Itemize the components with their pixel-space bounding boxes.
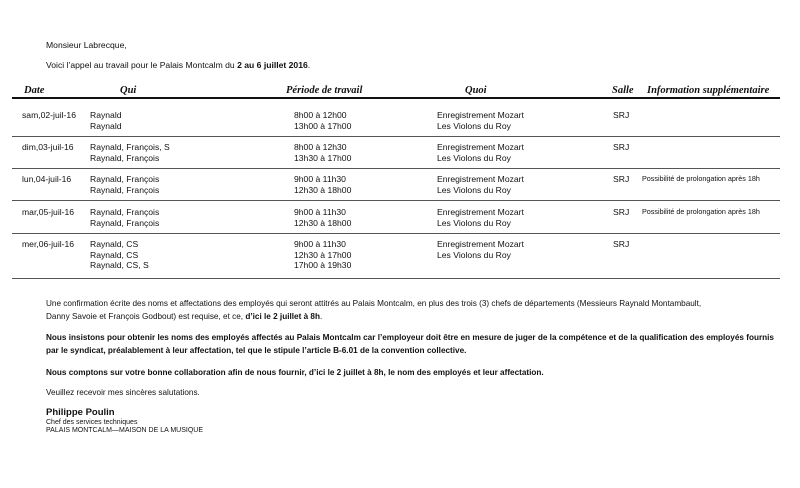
row-salle: SRJ (613, 110, 630, 120)
signature-organization: PALAIS MONTCALM—MAISON DE LA MUSIQUE (46, 427, 204, 434)
salutations: Veuillez recevoir mes sincères salutations. (46, 388, 200, 397)
row-date: mar,05-juil-16 (22, 207, 75, 217)
signature-name: Philippe Poulin (46, 407, 115, 418)
row-date: lun,04-juil-16 (22, 174, 72, 184)
row-quoi: Enregistrement Mozart Les Violons du Roy (437, 207, 524, 228)
row-date: mer,06-juil-16 (22, 239, 75, 249)
row-date: sam,02-juil-16 (22, 110, 76, 120)
header-periode: Période de travail (286, 85, 363, 96)
row-qui: Raynald, François Raynald, François (90, 174, 160, 195)
letter-intro: Voici l’appel au travail pour le Palais Montcalm du 2 au 6 juillet 2016. (46, 60, 311, 70)
row-qui: Raynald, CS Raynald, CS Raynald, CS, S (90, 239, 149, 271)
row-salle: SRJ (613, 207, 630, 217)
row-periode: 9h00 à 11h30 12h30 à 18h00 (294, 174, 352, 195)
header-salle: Salle (612, 85, 634, 96)
header-info: Information supplémentaire (647, 85, 770, 96)
row-periode: 9h00 à 11h30 12h30 à 17h00 17h00 à 19h30 (294, 239, 352, 271)
table-row (12, 100, 780, 137)
confirmation-deadline: d’ici le 2 juillet à 8h (245, 312, 320, 321)
intro-dates: 2 au 6 juillet 2016 (237, 60, 308, 70)
comptons-paragraph: Nous comptons sur votre bonne collaboration afin de nous fournir, d’ici le 2 juillet à 8h, le nom des employés et leur affectation. (46, 368, 544, 377)
row-quoi: Enregistrement Mozart Les Violons du Roy (437, 142, 524, 163)
confirmation-paragraph: Une confirmation écrite des noms et affectations des employés qui seront attitrés au Palais Montcalm, en plus des trois (3) chefs de départements (Messieurs Raynald Montambault, Danny Savoie et François Godbout) est requise, et ce, d’ici le 2 juillet à 8h. (46, 299, 702, 321)
row-salle: SRJ (613, 239, 630, 249)
signature-title: Chef des services techniques (46, 419, 138, 426)
row-qui: Raynald, François, S Raynald, François (90, 142, 170, 163)
row-date: dim,03-juil-16 (22, 142, 74, 152)
row-quoi: Enregistrement Mozart Les Violons du Roy (437, 110, 524, 131)
row-qui: Raynald Raynald (90, 110, 122, 131)
row-salle: SRJ (613, 142, 630, 152)
row-quoi: Enregistrement Mozart Les Violons du Roy (437, 239, 524, 260)
row-info: Possibilité de prolongation après 18h (642, 207, 760, 216)
row-periode: 9h00 à 11h30 12h30 à 18h00 (294, 207, 352, 228)
row-quoi: Enregistrement Mozart Les Violons du Roy (437, 174, 524, 195)
row-qui: Raynald, François Raynald, François (90, 207, 160, 228)
header-quoi: Quoi (465, 85, 487, 96)
header-rule (12, 97, 780, 99)
insistons-paragraph: Nous insistons pour obtenir les noms des employés affectés au Palais Montcalm car l’employeur doit être en mesure de juger de la compétence et de la qualification des employés fournis par le syndicat, préalablement à leur affectation, tel que le stipule l’article B-6.01 de la convention collective. (46, 333, 774, 355)
header-qui: Qui (120, 85, 137, 96)
header-date: Date (24, 85, 45, 96)
row-periode: 8h00 à 12h30 13h30 à 17h00 (294, 142, 352, 163)
row-info: Possibilité de prolongation après 18h (642, 174, 760, 183)
row-periode: 8h00 à 12h00 13h00 à 17h00 (294, 110, 352, 131)
letter-greeting: Monsieur Labrecque, (46, 40, 127, 50)
row-salle: SRJ (613, 174, 630, 184)
